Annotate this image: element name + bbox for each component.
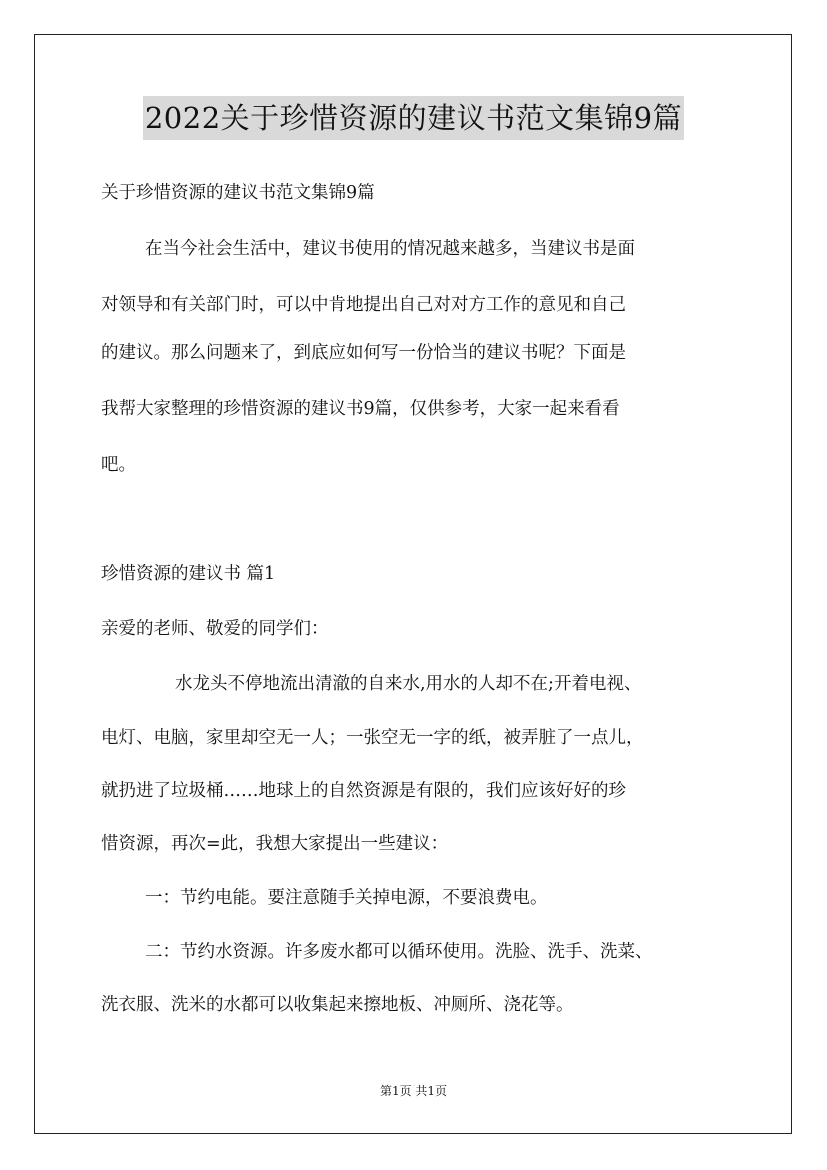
document-subtitle: 关于珍惜资源的建议书范文集锦9篇 xyxy=(101,183,375,203)
title-container xyxy=(0,96,827,140)
intro-line-1: 在当今社会生活中，建议书使用的情况越来越多，当建议书是面 xyxy=(145,239,635,259)
document-title: 2022关于珍惜资源的建议书范文集锦9篇 xyxy=(143,96,684,140)
salutation: 亲爱的老师、敬爱的同学们： xyxy=(101,619,329,639)
intro-line-4: 我帮大家整理的珍惜资源的建议书9篇，仅供参考，大家一起来看看 xyxy=(101,399,620,419)
intro-line-3: 的建议。那么问题来了，到底应如何写一份恰当的建议书呢？下面是 xyxy=(101,343,626,363)
body-line-6: 二：节约水资源。许多废水都可以循环使用。洗脸、洗手、洗菜、 xyxy=(145,942,653,962)
body-line-7: 洗衣服、洗米的水都可以收集起来擦地板、冲厕所、浇花等。 xyxy=(101,995,574,1015)
intro-line-2: 对领导和有关部门时，可以中肯地提出自己对对方工作的意见和自己 xyxy=(101,295,626,315)
page-footer: 第1页 共1页 xyxy=(379,1084,448,1098)
section-heading: 珍惜资源的建议书 篇1 xyxy=(101,564,276,584)
body-line-3: 就扔进了垃圾桶……地球上的自然资源是有限的，我们应该好好的珍 xyxy=(101,781,626,801)
body-line-1: 水龙头不停地流出清澈的自来水,用水的人却不在;开着电视、 xyxy=(175,674,642,694)
body-line-5: 一：节约电能。要注意随手关掉电源，不要浪费电。 xyxy=(145,888,548,908)
intro-line-5: 吧。 xyxy=(101,455,136,475)
body-line-2: 电灯、电脑，家里却空无一人；一张空无一字的纸，被弄脏了一点儿， xyxy=(101,728,644,748)
body-line-4: 惜资源，再次=此，我想大家提出一些建议： xyxy=(101,834,449,854)
